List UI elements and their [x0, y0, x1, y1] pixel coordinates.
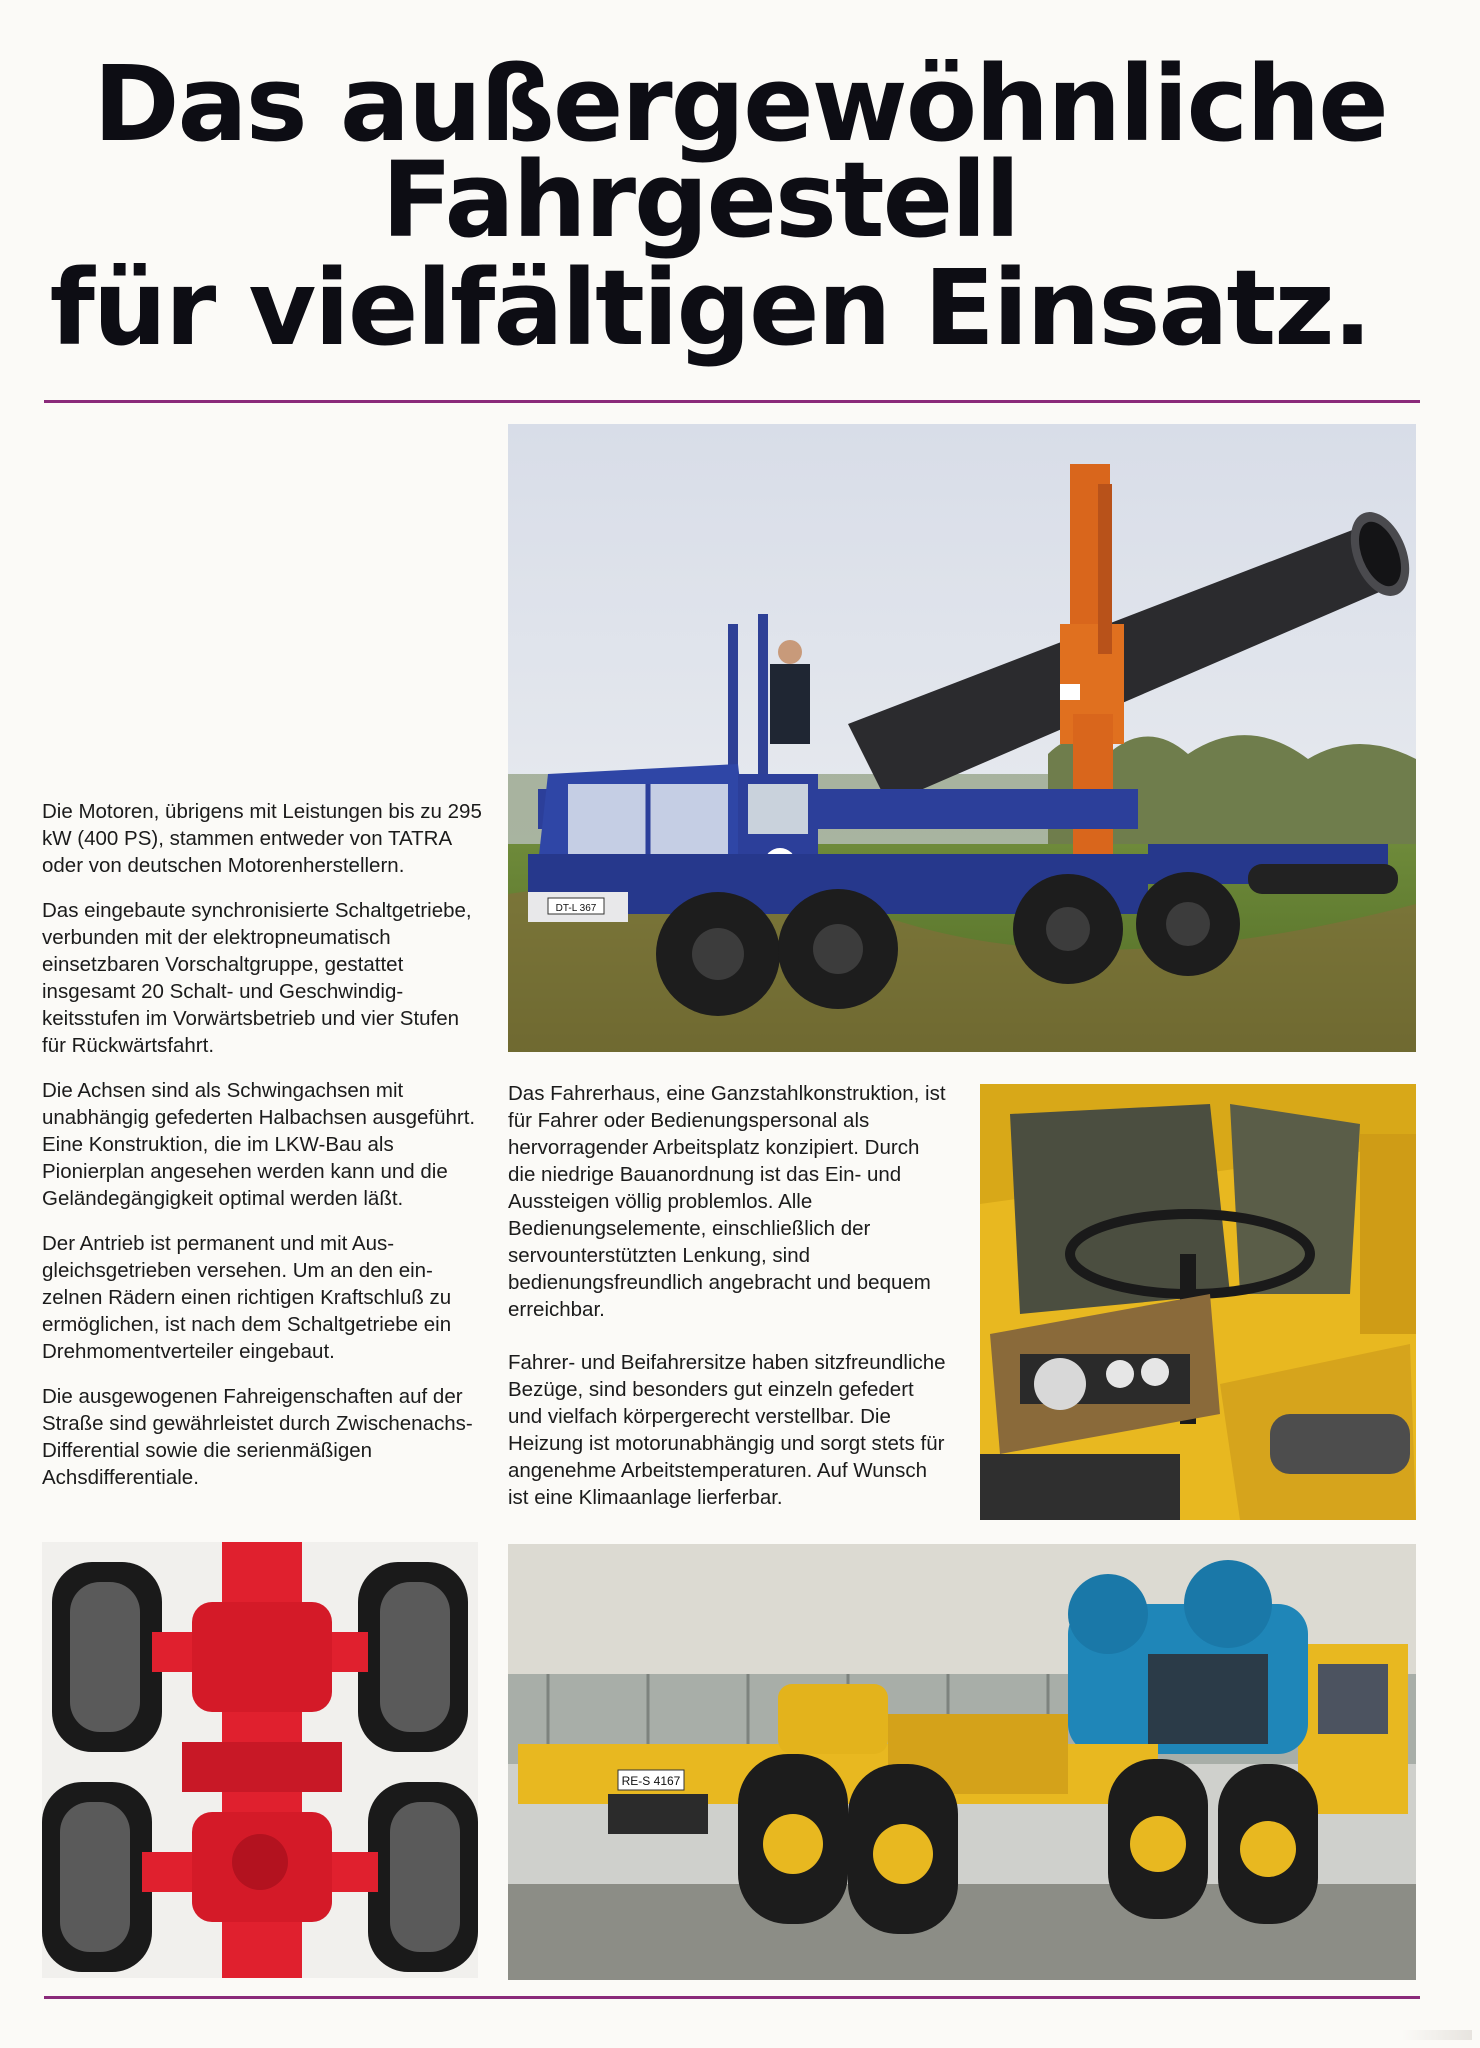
middle-text-column: [508, 1080, 948, 1529]
top-divider: [44, 400, 1420, 403]
paragraph-fahrerhaus: Das Fahrerhaus, eine Ganzstahlkonstruktion, ist für Fahrer oder Bedienungspersonal als hervorragender Arbeitsplatz konzipiert. Durch die niedrige Bauanordnung ist das Ein- und Aussteigen völlig problemlos. Alle Bedienungselemente, einschließlich der servounterstützten Lenkung, sind bedienungsfreundlich angebracht und bequem erreichbar.: [508, 1082, 946, 1321]
paragraph-motoren: Die Motoren, übrigens mit Leistungen bis zu 295 kW (400 PS), stammen entweder von TATRA oder von deutschen Motorenherstellern.: [42, 800, 482, 877]
paragraph-sitze: Fahrer- und Beifahrersitze haben sitzfreundliche Bezüge, sind besonders gut einzeln gefedert und vielfach körpergerecht verstellbar. Die Heizung ist motorunabhängig und sorgt stets für angenehme Arbeitstemperaturen. Auf Wunsch ist eine Klimaanlage lierferbar.: [508, 1351, 946, 1509]
paragraph-antrieb: Der Antrieb ist permanent und mit Ausgleichsgetrieben versehen. Um an den einzelnen Rädern einen richtigen Kraftschluß zu ermöglichen, ist nach dem Schaltgetriebe ein Drehmomentverteiler eingebaut.: [42, 1232, 452, 1363]
left-text-column: [42, 798, 482, 1509]
cab-interior-photo: [980, 1084, 1416, 1520]
yellow-chassis-illustration: [508, 1544, 1416, 1980]
headline-line-1: Das außergewöhnliche: [93, 43, 1387, 165]
paragraph-achsen: Die Achsen sind als Schwingachsen mit unabhängig gefederten Halbachsen ausgeführt. Eine Konstruktion, die im LKW-Bau als Pionierplan angesehen werden kann und die Geländegängigkeit optimal werden läßt.: [42, 1079, 476, 1210]
crane-truck-photo: [508, 424, 1416, 1052]
headline-line-2: Fahrgestell: [381, 139, 1019, 261]
chassis-plate: RE-S 4167: [621, 1774, 681, 1788]
bottom-divider: [44, 1996, 1420, 1999]
headline-line-3: für vielfältigen Einsatz.: [49, 247, 1371, 369]
red-chassis-photo: [42, 1542, 478, 1978]
crane-truck-plate: DT-L 367: [555, 903, 597, 914]
paragraph-schaltgetriebe: Das eingebaute synchronisierte Schaltgetriebe, verbunden mit der elektropneumatisch einsetzbaren Vorschaltgruppe, gestattet insgesamt 20 Schalt- und Geschwindigkeitsstufen im Vorwärtsbetrieb und vier Stufen für Rückwärtsfahrt.: [42, 899, 472, 1057]
paragraph-fahreigenschaften: Die ausgewogenen Fahreigenschaften auf der Straße sind gewährleistet durch Zwischenachs-Differential sowie die serienmäßigen Achsdifferentiale.: [42, 1385, 473, 1489]
page-edge-shadow: [1402, 2030, 1472, 2040]
red-chassis-illustration: [42, 1542, 478, 1978]
cab-interior-illustration: [980, 1084, 1416, 1520]
crane-truck-illustration: [508, 424, 1416, 1052]
yellow-chassis-photo: [508, 1544, 1416, 1980]
